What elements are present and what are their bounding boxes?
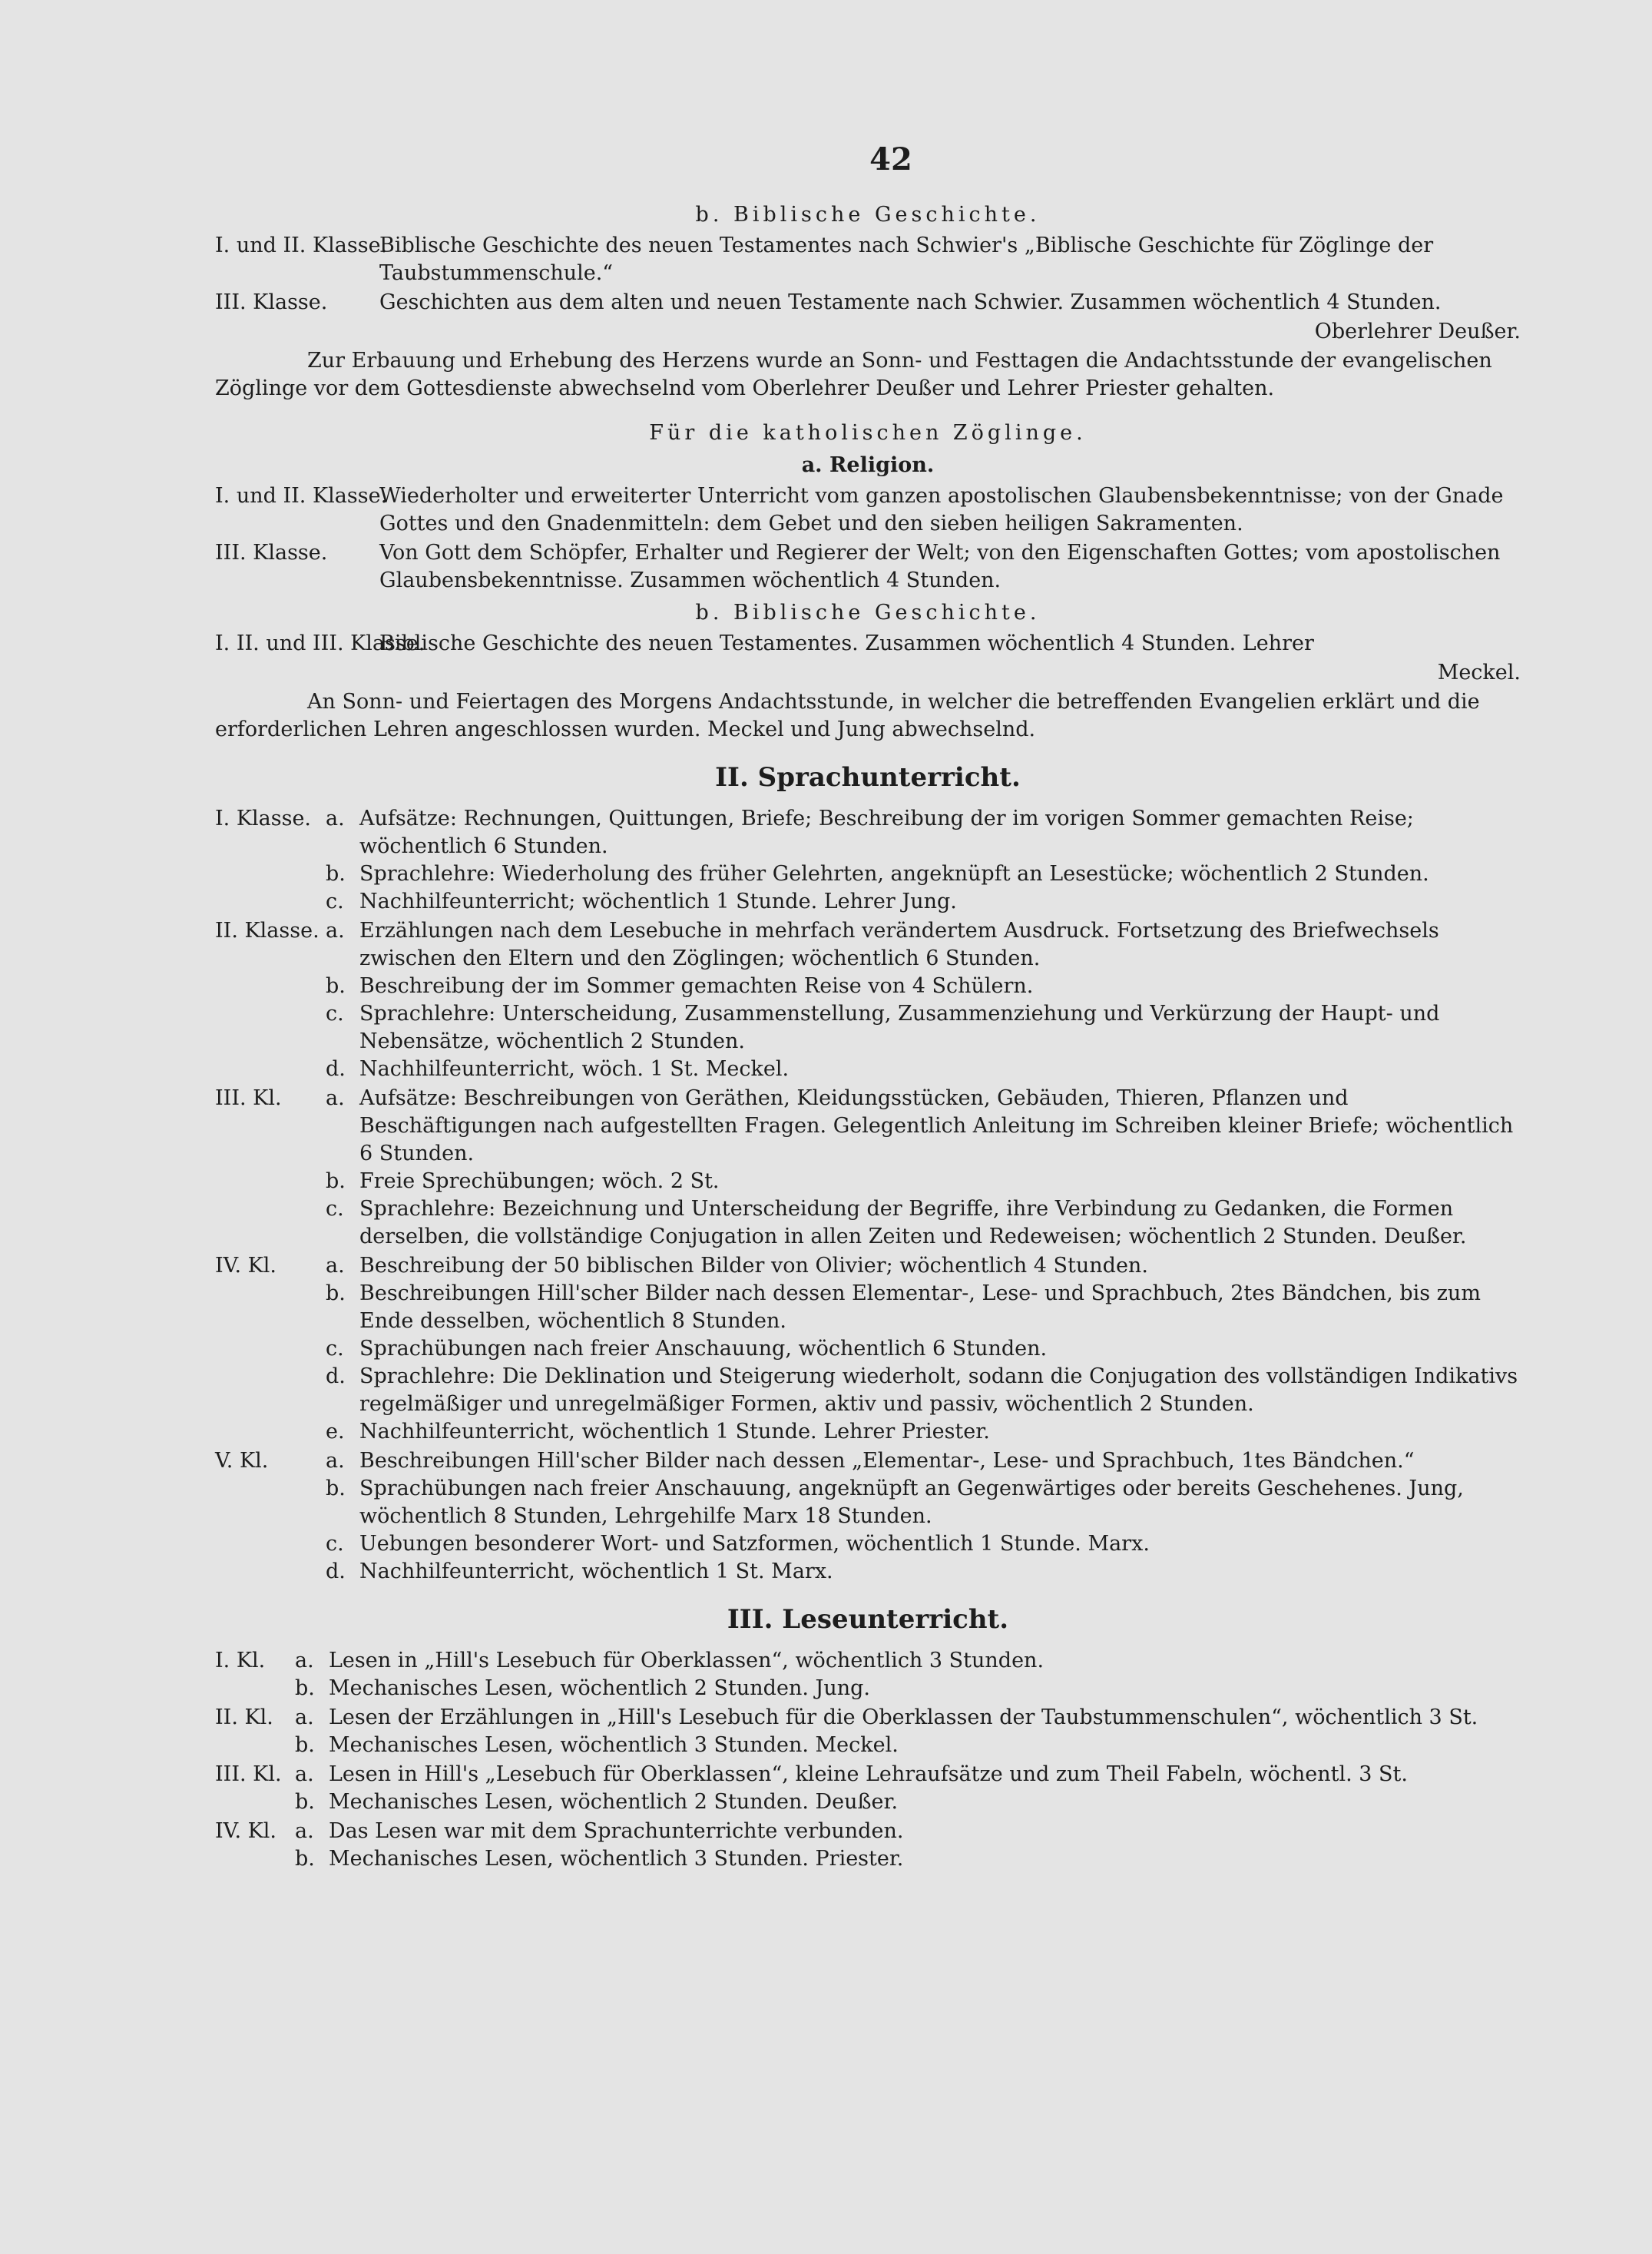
list-item bbox=[295, 1845, 1521, 1873]
item-text: Mechanisches Lesen, wöchentlich 3 Stunden. Priester. bbox=[329, 1847, 904, 1871]
class-label: I. II. und III. Klasse. bbox=[215, 631, 425, 655]
item-text: Beschreibungen Hill'scher Bilder nach dessen Elementar-, Lese- und Sprachbuch, 2tes Bändchen, bis zum Ende desselben, wöchentlich 8 Stunden. bbox=[359, 1281, 1481, 1333]
item-text: Mechanisches Lesen, wöchentlich 2 Stunden. Deußer. bbox=[329, 1790, 899, 1814]
reading-section-heading: III. Leseunterricht. bbox=[727, 1604, 1009, 1635]
item-letter: d. bbox=[326, 1057, 346, 1081]
item-text: Nachhilfeunterricht, wöchentlich 1 Stunde. Lehrer Priester. bbox=[359, 1420, 990, 1444]
class-label: III. Kl. bbox=[215, 1762, 282, 1786]
item-letter: a. bbox=[295, 1705, 314, 1729]
list-item bbox=[326, 1000, 1521, 1056]
class-label: V. Kl. bbox=[215, 1449, 269, 1473]
class-label: III. Kl. bbox=[215, 1086, 282, 1110]
item-text: Sprachlehre: Wiederholung des früher Gelehrten, angeknüpft an Lesestücke; wöchentlich 2 Stunden. bbox=[359, 862, 1429, 886]
item-letter: b. bbox=[295, 1676, 315, 1700]
item-letter: c. bbox=[326, 890, 344, 913]
class-items bbox=[326, 1085, 1521, 1251]
class-label: III. Klasse. bbox=[215, 290, 328, 314]
item-letter: c. bbox=[326, 1532, 344, 1556]
item-text: Nachhilfeunterricht, wöch. 1 St. Meckel. bbox=[359, 1057, 790, 1081]
item-letter: b. bbox=[326, 1169, 346, 1193]
list-item bbox=[326, 888, 1521, 916]
class-text: Wiederholter und erweiterter Unterricht vom ganzen apostolischen Glaubensbekenntnisse; von der Gnade Gottes und den Gnadenmitteln: dem Gebet und den sieben heiligen Sakramenten. bbox=[379, 484, 1504, 535]
item-text: Sprachübungen nach freier Anschauung, angeknüpft an Gegenwärtiges oder bereits Geschehenes. Jung, wöchentlich 8 Stunden, Lehrgehilfe Marx 18 Stunden. bbox=[359, 1477, 1464, 1528]
class-items bbox=[326, 805, 1521, 916]
language-class-2 bbox=[215, 917, 1521, 1083]
list-item bbox=[295, 1675, 1521, 1702]
class-items bbox=[295, 1761, 1521, 1816]
catholic-row-3 bbox=[215, 630, 1521, 658]
feast-paragraph: An Sonn- und Feiertagen des Morgens Andachtsstunde, in welcher die betreffenden Evangelien erklärt und die erforderlichen Lehren angeschlossen wurden. Meckel und Jung abwechselnd. bbox=[215, 690, 1480, 741]
item-letter: c. bbox=[326, 1197, 344, 1221]
item-text: Sprachübungen nach freier Anschauung, wöchentlich 6 Stunden. bbox=[359, 1337, 1048, 1361]
list-item bbox=[326, 1056, 1521, 1083]
list-item bbox=[295, 1761, 1521, 1788]
item-text: Beschreibung der im Sommer gemachten Reise von 4 Schülern. bbox=[359, 974, 1034, 998]
class-text: Geschichten aus dem alten und neuen Testamente nach Schwier. Zusammen wöchentlich 4 Stunden. bbox=[379, 290, 1442, 314]
list-item bbox=[326, 917, 1521, 973]
class-label: I. und II. Klasse. bbox=[215, 484, 388, 508]
class-text: Von Gott dem Schöpfer, Erhalter und Regierer der Welt; von den Eigenschaften Gottes; vom apostolischen Glaubensbekenntnisse. Zusammen wöchentlich 4 Stunden. bbox=[379, 541, 1501, 592]
reading-class-1 bbox=[215, 1647, 1521, 1702]
class-label: IV. Kl. bbox=[215, 1819, 276, 1843]
language-class-1 bbox=[215, 805, 1521, 916]
class-label: I. und II. Klasse. bbox=[215, 234, 388, 257]
item-text: Aufsätze: Rechnungen, Quittungen, Briefe; Beschreibung der im vorigen Sommer gemachten Reise; wöchentlich 6 Stunden. bbox=[359, 807, 1414, 858]
item-letter: a. bbox=[326, 807, 345, 830]
item-letter: a. bbox=[295, 1819, 314, 1843]
reading-class-4 bbox=[215, 1818, 1521, 1873]
language-class-4 bbox=[215, 1252, 1521, 1446]
language-class-3 bbox=[215, 1085, 1521, 1251]
list-item bbox=[326, 860, 1521, 888]
list-item bbox=[326, 805, 1521, 860]
class-label: I. Klasse. bbox=[215, 807, 312, 830]
catholic-heading: Für die katholischen Zöglinge. bbox=[649, 421, 1087, 445]
class-label: II. Klasse. bbox=[215, 919, 319, 943]
language-class-5 bbox=[215, 1447, 1521, 1586]
item-letter: b. bbox=[326, 1281, 346, 1305]
class-items bbox=[295, 1647, 1521, 1702]
item-letter: a. bbox=[326, 1449, 345, 1473]
teacher-name: Meckel. bbox=[1437, 661, 1521, 684]
item-letter: b. bbox=[326, 862, 346, 886]
class-label: I. Kl. bbox=[215, 1649, 266, 1672]
catholic-row-2 bbox=[215, 539, 1521, 595]
evangelical-row-2 bbox=[215, 289, 1521, 317]
page-number: 42 bbox=[869, 141, 912, 177]
item-text: Nachhilfeunterricht, wöchentlich 1 St. Marx. bbox=[359, 1560, 833, 1583]
item-letter: a. bbox=[295, 1649, 314, 1672]
item-letter: a. bbox=[326, 1086, 345, 1110]
item-letter: d. bbox=[326, 1364, 346, 1388]
item-letter: b. bbox=[295, 1790, 315, 1814]
item-text: Beschreibung der 50 biblischen Bilder von Olivier; wöchentlich 4 Stunden. bbox=[359, 1254, 1148, 1278]
list-item bbox=[326, 1558, 1521, 1586]
list-item bbox=[295, 1732, 1521, 1759]
edification-paragraph: Zur Erbauung und Erhebung des Herzens wurde an Sonn- und Festtagen die Andachtsstunde der evangelischen Zöglinge vor dem Gottesdienste abwechselnd vom Oberlehrer Deußer und Lehrer Priester gehalten. bbox=[215, 349, 1492, 400]
class-items bbox=[295, 1704, 1521, 1759]
item-text: Freie Sprechübungen; wöch. 2 St. bbox=[359, 1169, 720, 1193]
list-item bbox=[295, 1818, 1521, 1845]
list-item bbox=[326, 1335, 1521, 1363]
list-item bbox=[326, 1085, 1521, 1168]
item-text: Nachhilfeunterricht; wöchentlich 1 Stunde. Lehrer Jung. bbox=[359, 890, 957, 913]
class-text: Biblische Geschichte des neuen Testamentes nach Schwier's „Biblische Geschichte für Zöglinge der Taubstummenschule.“ bbox=[379, 234, 1434, 285]
catholic-biblical-history-heading: b. Biblische Geschichte. bbox=[695, 601, 1041, 625]
item-text: Sprachlehre: Bezeichnung und Unterscheidung der Begriffe, ihre Verbindung zu Gedanken, die Formen derselben, die vollständige Conjugation in allen Zeiten und Redeweisen; wöchentlich 2 Stunden. Deußer. bbox=[359, 1197, 1467, 1248]
class-label: II. Kl. bbox=[215, 1705, 273, 1729]
class-items bbox=[295, 1818, 1521, 1873]
list-item bbox=[295, 1647, 1521, 1675]
list-item bbox=[326, 1475, 1521, 1530]
class-items bbox=[326, 1447, 1521, 1586]
page-content bbox=[215, 141, 1521, 1874]
religion-heading: a. Religion. bbox=[801, 453, 935, 477]
item-letter: c. bbox=[326, 1002, 344, 1026]
class-text: Biblische Geschichte des neuen Testamentes. Zusammen wöchentlich 4 Stunden. Lehrer bbox=[379, 631, 1314, 655]
list-item bbox=[326, 1280, 1521, 1335]
item-letter: b. bbox=[295, 1733, 315, 1757]
catholic-row-1 bbox=[215, 482, 1521, 538]
list-item bbox=[326, 1447, 1521, 1475]
class-items bbox=[326, 917, 1521, 1083]
teacher-name: Oberlehrer Deußer. bbox=[1314, 320, 1521, 343]
item-text: Aufsätze: Beschreibungen von Geräthen, Kleidungsstücken, Gebäuden, Thieren, Pflanzen und Beschäftigungen nach aufgestellten Fragen. Gelegentlich Anleitung im Schreiben kleiner Briefe; wöchentlich 6 Stunden. bbox=[359, 1086, 1514, 1165]
item-text: Mechanisches Lesen, wöchentlich 2 Stunden. Jung. bbox=[329, 1676, 870, 1700]
list-item bbox=[326, 1530, 1521, 1558]
item-letter: d. bbox=[326, 1560, 346, 1583]
item-text: Sprachlehre: Unterscheidung, Zusammenstellung, Zusammenziehung und Verkürzung der Haupt- und Nebensätze, wöchentlich 2 Stunden. bbox=[359, 1002, 1440, 1053]
item-text: Lesen der Erzählungen in „Hill's Lesebuch für die Oberklassen der Taubstummenschulen“, wöchentlich 3 St. bbox=[329, 1705, 1478, 1729]
list-item bbox=[326, 1363, 1521, 1418]
item-text: Mechanisches Lesen, wöchentlich 3 Stunden. Meckel. bbox=[329, 1733, 899, 1757]
item-letter: b. bbox=[326, 974, 346, 998]
list-item bbox=[326, 1252, 1521, 1280]
language-classes bbox=[215, 805, 1521, 1586]
item-text: Lesen in „Hill's Lesebuch für Oberklassen“, wöchentlich 3 Stunden. bbox=[329, 1649, 1045, 1672]
item-letter: b. bbox=[295, 1847, 315, 1871]
language-section-heading: II. Sprachunterricht. bbox=[715, 762, 1021, 793]
class-items bbox=[326, 1252, 1521, 1446]
item-text: Beschreibungen Hill'scher Bilder nach dessen „Elementar-, Lese- und Sprachbuch, 1tes Bändchen.“ bbox=[359, 1449, 1415, 1473]
item-letter: b. bbox=[326, 1477, 346, 1500]
item-letter: a. bbox=[326, 919, 345, 943]
biblical-history-heading: b. Biblische Geschichte. bbox=[695, 203, 1041, 227]
list-item bbox=[326, 973, 1521, 1000]
item-text: Sprachlehre: Die Deklination und Steigerung wiederholt, sodann die Conjugation des vollständigen Indikativs regelmäßiger und unregelmäßiger Formen, aktiv und passiv, wöchentlich 2 Stunden. bbox=[359, 1364, 1518, 1416]
item-letter: a. bbox=[326, 1254, 345, 1278]
item-text: Uebungen besonderer Wort- und Satzformen, wöchentlich 1 Stunde. Marx. bbox=[359, 1532, 1150, 1556]
item-letter: c. bbox=[326, 1337, 344, 1361]
class-label: III. Klasse. bbox=[215, 541, 328, 565]
class-label: IV. Kl. bbox=[215, 1254, 276, 1278]
list-item bbox=[295, 1704, 1521, 1732]
list-item bbox=[326, 1195, 1521, 1251]
item-text: Lesen in Hill's „Lesebuch für Oberklassen“, kleine Lehraufsätze und zum Theil Fabeln, wöchentl. 3 St. bbox=[329, 1762, 1408, 1786]
list-item bbox=[326, 1418, 1521, 1446]
list-item bbox=[326, 1168, 1521, 1195]
item-letter: e. bbox=[326, 1420, 345, 1444]
reading-classes bbox=[215, 1647, 1521, 1873]
list-item bbox=[295, 1788, 1521, 1816]
item-letter: a. bbox=[295, 1762, 314, 1786]
item-text: Das Lesen war mit dem Sprachunterrichte verbunden. bbox=[329, 1819, 904, 1843]
reading-class-2 bbox=[215, 1704, 1521, 1759]
item-text: Erzählungen nach dem Lesebuche in mehrfach verändertem Ausdruck. Fortsetzung des Briefwechsels zwischen den Eltern und den Zöglingen; wöchentlich 6 Stunden. bbox=[359, 919, 1439, 970]
evangelical-row-1 bbox=[215, 232, 1521, 287]
reading-class-3 bbox=[215, 1761, 1521, 1816]
